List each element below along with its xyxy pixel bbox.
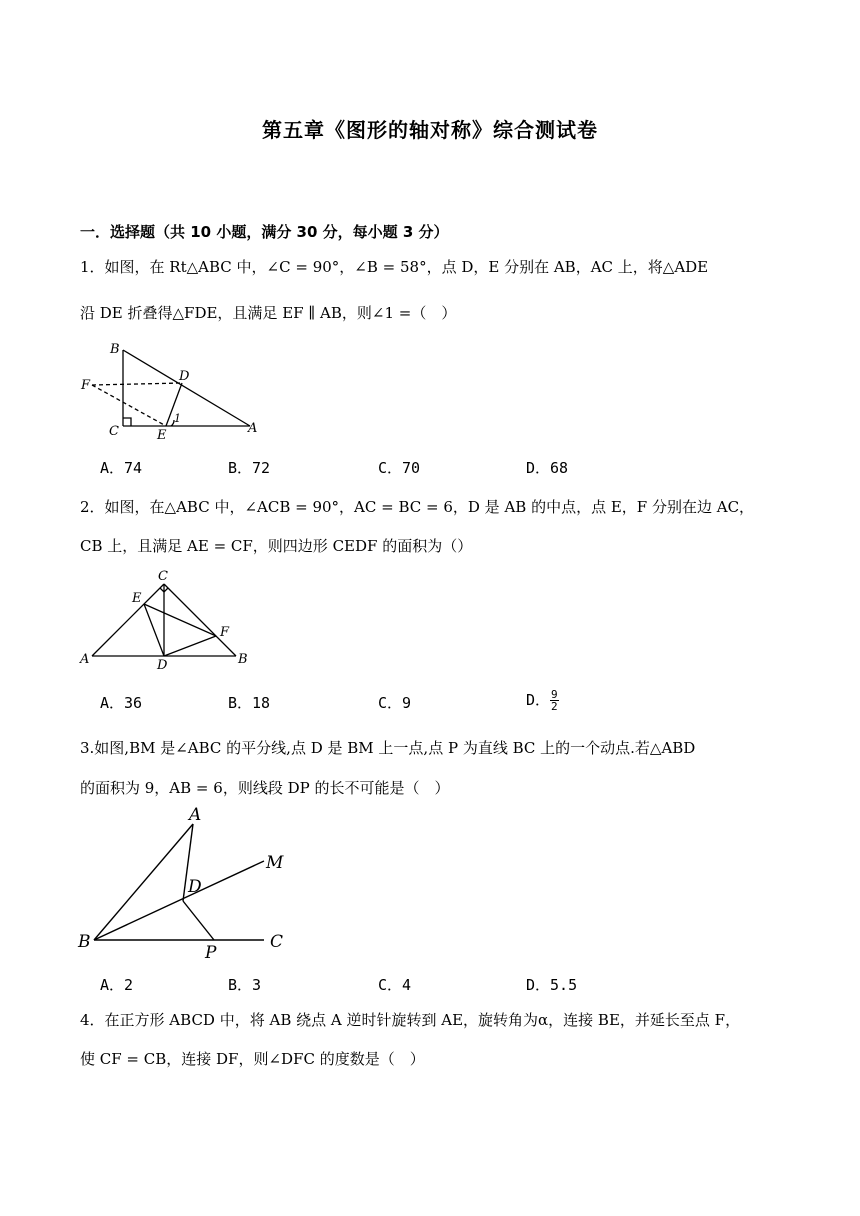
q4-text-line1: 4．在正方形 ABCD 中，将 AB 绕点 A 逆时针旋转到 AE，旋转角为α，连接 BE，并延长至点 F， <box>80 1011 741 1029</box>
q2-option-a[interactable]: A．36 <box>100 694 143 712</box>
q1-option-c[interactable]: C．70 <box>378 459 421 477</box>
q3-label-p: P <box>205 943 217 962</box>
q3-option-a[interactable]: A．2 <box>100 976 134 994</box>
q1-option-a[interactable]: A．74 <box>100 459 143 477</box>
q3-segment-dp <box>183 901 214 940</box>
q3-text-line1: 3.如图,BM 是∠ABC 的平分线,点 D 是 BM 上一点,点 P 为直线 BC 上的一个动点.若△ABD <box>80 739 696 757</box>
q1-option-d[interactable]: D．68 <box>526 459 569 477</box>
q1-label-a: A <box>248 421 258 436</box>
q2-segment-ac <box>92 584 164 656</box>
q2-option-d-fraction <box>550 689 559 712</box>
q1-text-line1: 1．如图，在 Rt△ABC 中，∠C = 90°，∠B = 58°，点 D，E 分别在 AB，AC 上，将△ADE <box>80 258 709 276</box>
q1-label-e: E <box>157 428 167 443</box>
q3-label-c: C <box>270 932 284 952</box>
q1-label-b: B <box>110 342 120 357</box>
q3-segment-ba <box>94 824 193 940</box>
q1-label-d: D <box>179 369 190 384</box>
q3-option-b[interactable]: B．3 <box>228 976 262 994</box>
q4-text-line2: 使 CF = CB，连接 DF，则∠DFC 的度数是（ ） <box>80 1050 425 1068</box>
q1-right-angle-mark <box>123 418 131 426</box>
q2-option-d[interactable] <box>526 689 559 712</box>
q3-label-b: B <box>78 932 91 952</box>
q2-option-b[interactable]: B．18 <box>228 694 271 712</box>
q1-label-angle-1: 1 <box>174 412 181 425</box>
q2-label-b: B <box>238 652 248 667</box>
q2-label-d: D <box>157 658 168 672</box>
q1-label-c: C <box>109 424 119 439</box>
q2-segment-fd <box>164 636 216 656</box>
q3-label-d: D <box>188 877 202 897</box>
q2-label-e: E <box>132 591 142 606</box>
q2-text-line1: 2．如图，在△ABC 中，∠ACB = 90°，AC = BC = 6，D 是 AB 的中点，点 E，F 分别在边 AC， <box>80 498 755 516</box>
q1-figure <box>78 338 268 444</box>
q1-option-b[interactable]: B．72 <box>228 459 271 477</box>
q3-option-c[interactable]: C．4 <box>378 976 412 994</box>
q2-figure <box>78 566 258 672</box>
q3-figure <box>76 806 296 962</box>
q3-label-a: A <box>189 806 202 825</box>
q2-option-c[interactable]: C．9 <box>378 694 412 712</box>
q2-segment-cb <box>164 584 236 656</box>
q1-label-f: F <box>81 378 91 393</box>
q1-text-line2: 沿 DE 折叠得△FDE，且满足 EF ∥ AB，则∠1 =（ ） <box>80 304 457 322</box>
q2-option-d-label: D． <box>526 691 551 709</box>
q1-segment-ba <box>123 350 250 426</box>
q2-label-c: C <box>158 569 168 584</box>
q3-label-m: M <box>266 853 284 873</box>
q3-ray-bm <box>94 861 264 940</box>
q1-segment-fe <box>92 385 166 426</box>
q1-segment-fd <box>92 383 182 385</box>
q2-label-f: F <box>220 625 230 640</box>
fraction-denominator: 2 <box>551 700 558 713</box>
q2-label-a: A <box>80 652 90 667</box>
section-heading: 一．选择题（共 10 小题，满分 30 分，每小题 3 分） <box>80 223 449 241</box>
q3-option-d[interactable]: D．5.5 <box>526 976 578 994</box>
q3-text-line2: 的面积为 9，AB = 6，则线段 DP 的长不可能是（ ） <box>80 779 450 797</box>
q2-text-line2: CB 上，且满足 AE = CF，则四边形 CEDF 的面积为（） <box>80 537 473 555</box>
fraction-numerator: 9 <box>551 688 558 701</box>
page-title: 第五章《图形的轴对称》综合测试卷 <box>262 118 598 142</box>
